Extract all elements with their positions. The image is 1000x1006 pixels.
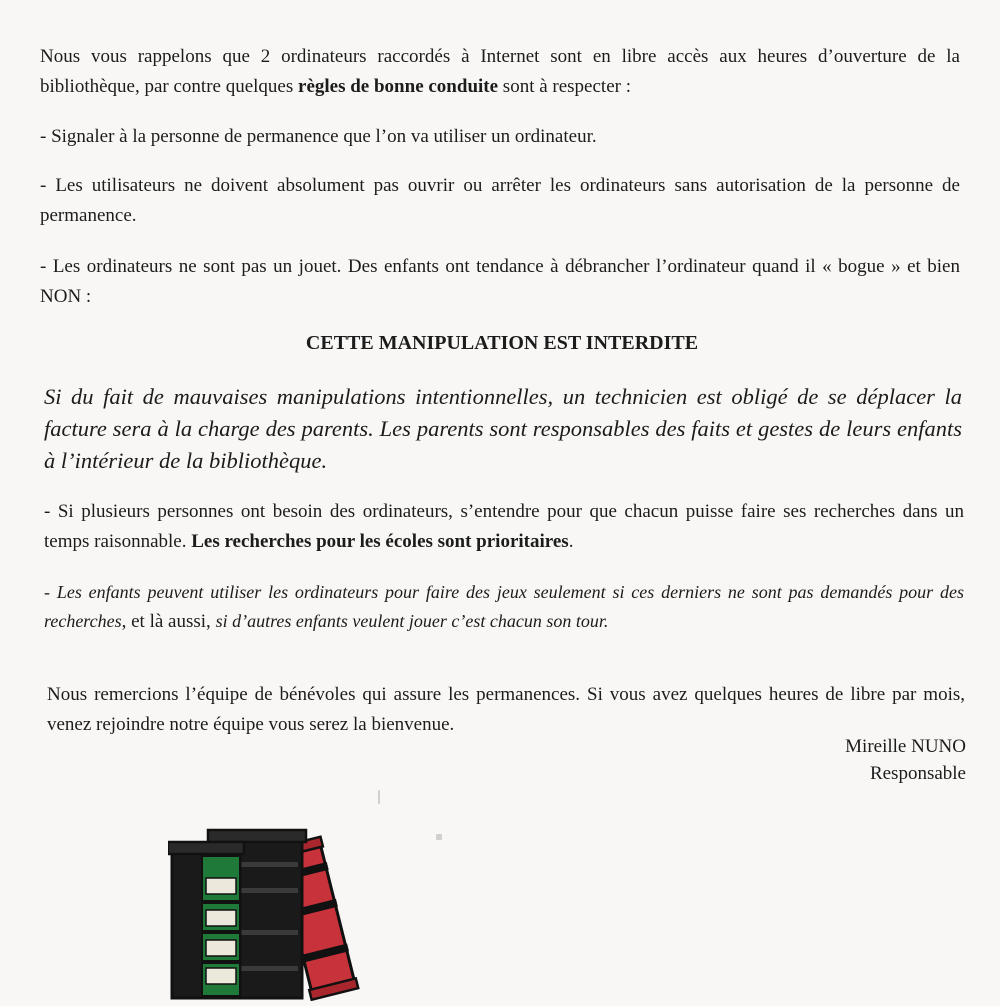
scan-speck xyxy=(436,834,442,840)
intro-bold-text: règles de bonne conduite xyxy=(298,76,499,97)
thanks-paragraph: Nous remercions l’équipe de bénévoles qui assure les permanences. Si vous avez quelques heures de libre par mois, venez rejoindre notre équipe vous serez la bienvenue. xyxy=(47,684,965,735)
rule-not-toy-paragraph: - Les ordinateurs ne sont pas un jouet. Des enfants ont tendance à débrancher l’ordinateur quand il « bogue » et bien NON : xyxy=(40,256,960,307)
rule-no-shutdown-paragraph: - Les utilisateurs ne doivent absolument pas ouvrir ou arrêter les ordinateurs sans autorisation de la personne de permanence. xyxy=(40,175,960,226)
games-normal-text: , et là aussi, xyxy=(121,611,216,632)
warning-italic-paragraph: Si du fait de mauvaises manipulations intentionnelles, un technicien est obligé de se déplacer la facture sera à la charge des parents. Les parents sont responsables des faits et gestes de leurs enfants à l’intérieur de la bibliothèque. xyxy=(44,384,962,473)
rule-games-paragraph xyxy=(44,578,964,636)
scan-speck xyxy=(378,790,380,804)
signature-name: Mireille NUNO xyxy=(845,736,966,757)
signature-role: Responsable xyxy=(869,763,966,784)
interdite-heading: CETTE MANIPULATION EST INTERDITE xyxy=(305,332,699,354)
intro-text-end: sont à respecter : xyxy=(498,76,631,97)
share-text: - Si plusieurs personnes ont besoin des ordinateurs, s’entendre pour que chacun puisse faire ses recherches dans un temps raisonnable. xyxy=(44,501,964,552)
share-bold-text: Les recherches pour les écoles sont prioritaires xyxy=(191,531,569,552)
share-text-end: . xyxy=(568,531,574,552)
rule-share-paragraph xyxy=(44,497,964,557)
intro-paragraph xyxy=(40,42,960,102)
games-italic-text-2: si d’autres enfants veulent jouer c’est chacun son tour. xyxy=(215,611,609,631)
intro-text: Nous vous rappelons que 2 ordinateurs raccordés à Internet sont en libre accès aux heures d’ouverture de la bibliothèque, par contre quelques xyxy=(40,46,960,97)
rule-signal-paragraph: - Signaler à la personne de permanence que l’on va utiliser un ordinateur. xyxy=(40,126,597,147)
books-icon xyxy=(168,826,383,1006)
games-italic-text: - Les enfants peuvent utiliser les ordinateurs pour faire des jeux seulement si ces derniers ne sont pas demandés pour des recherches xyxy=(44,582,964,631)
